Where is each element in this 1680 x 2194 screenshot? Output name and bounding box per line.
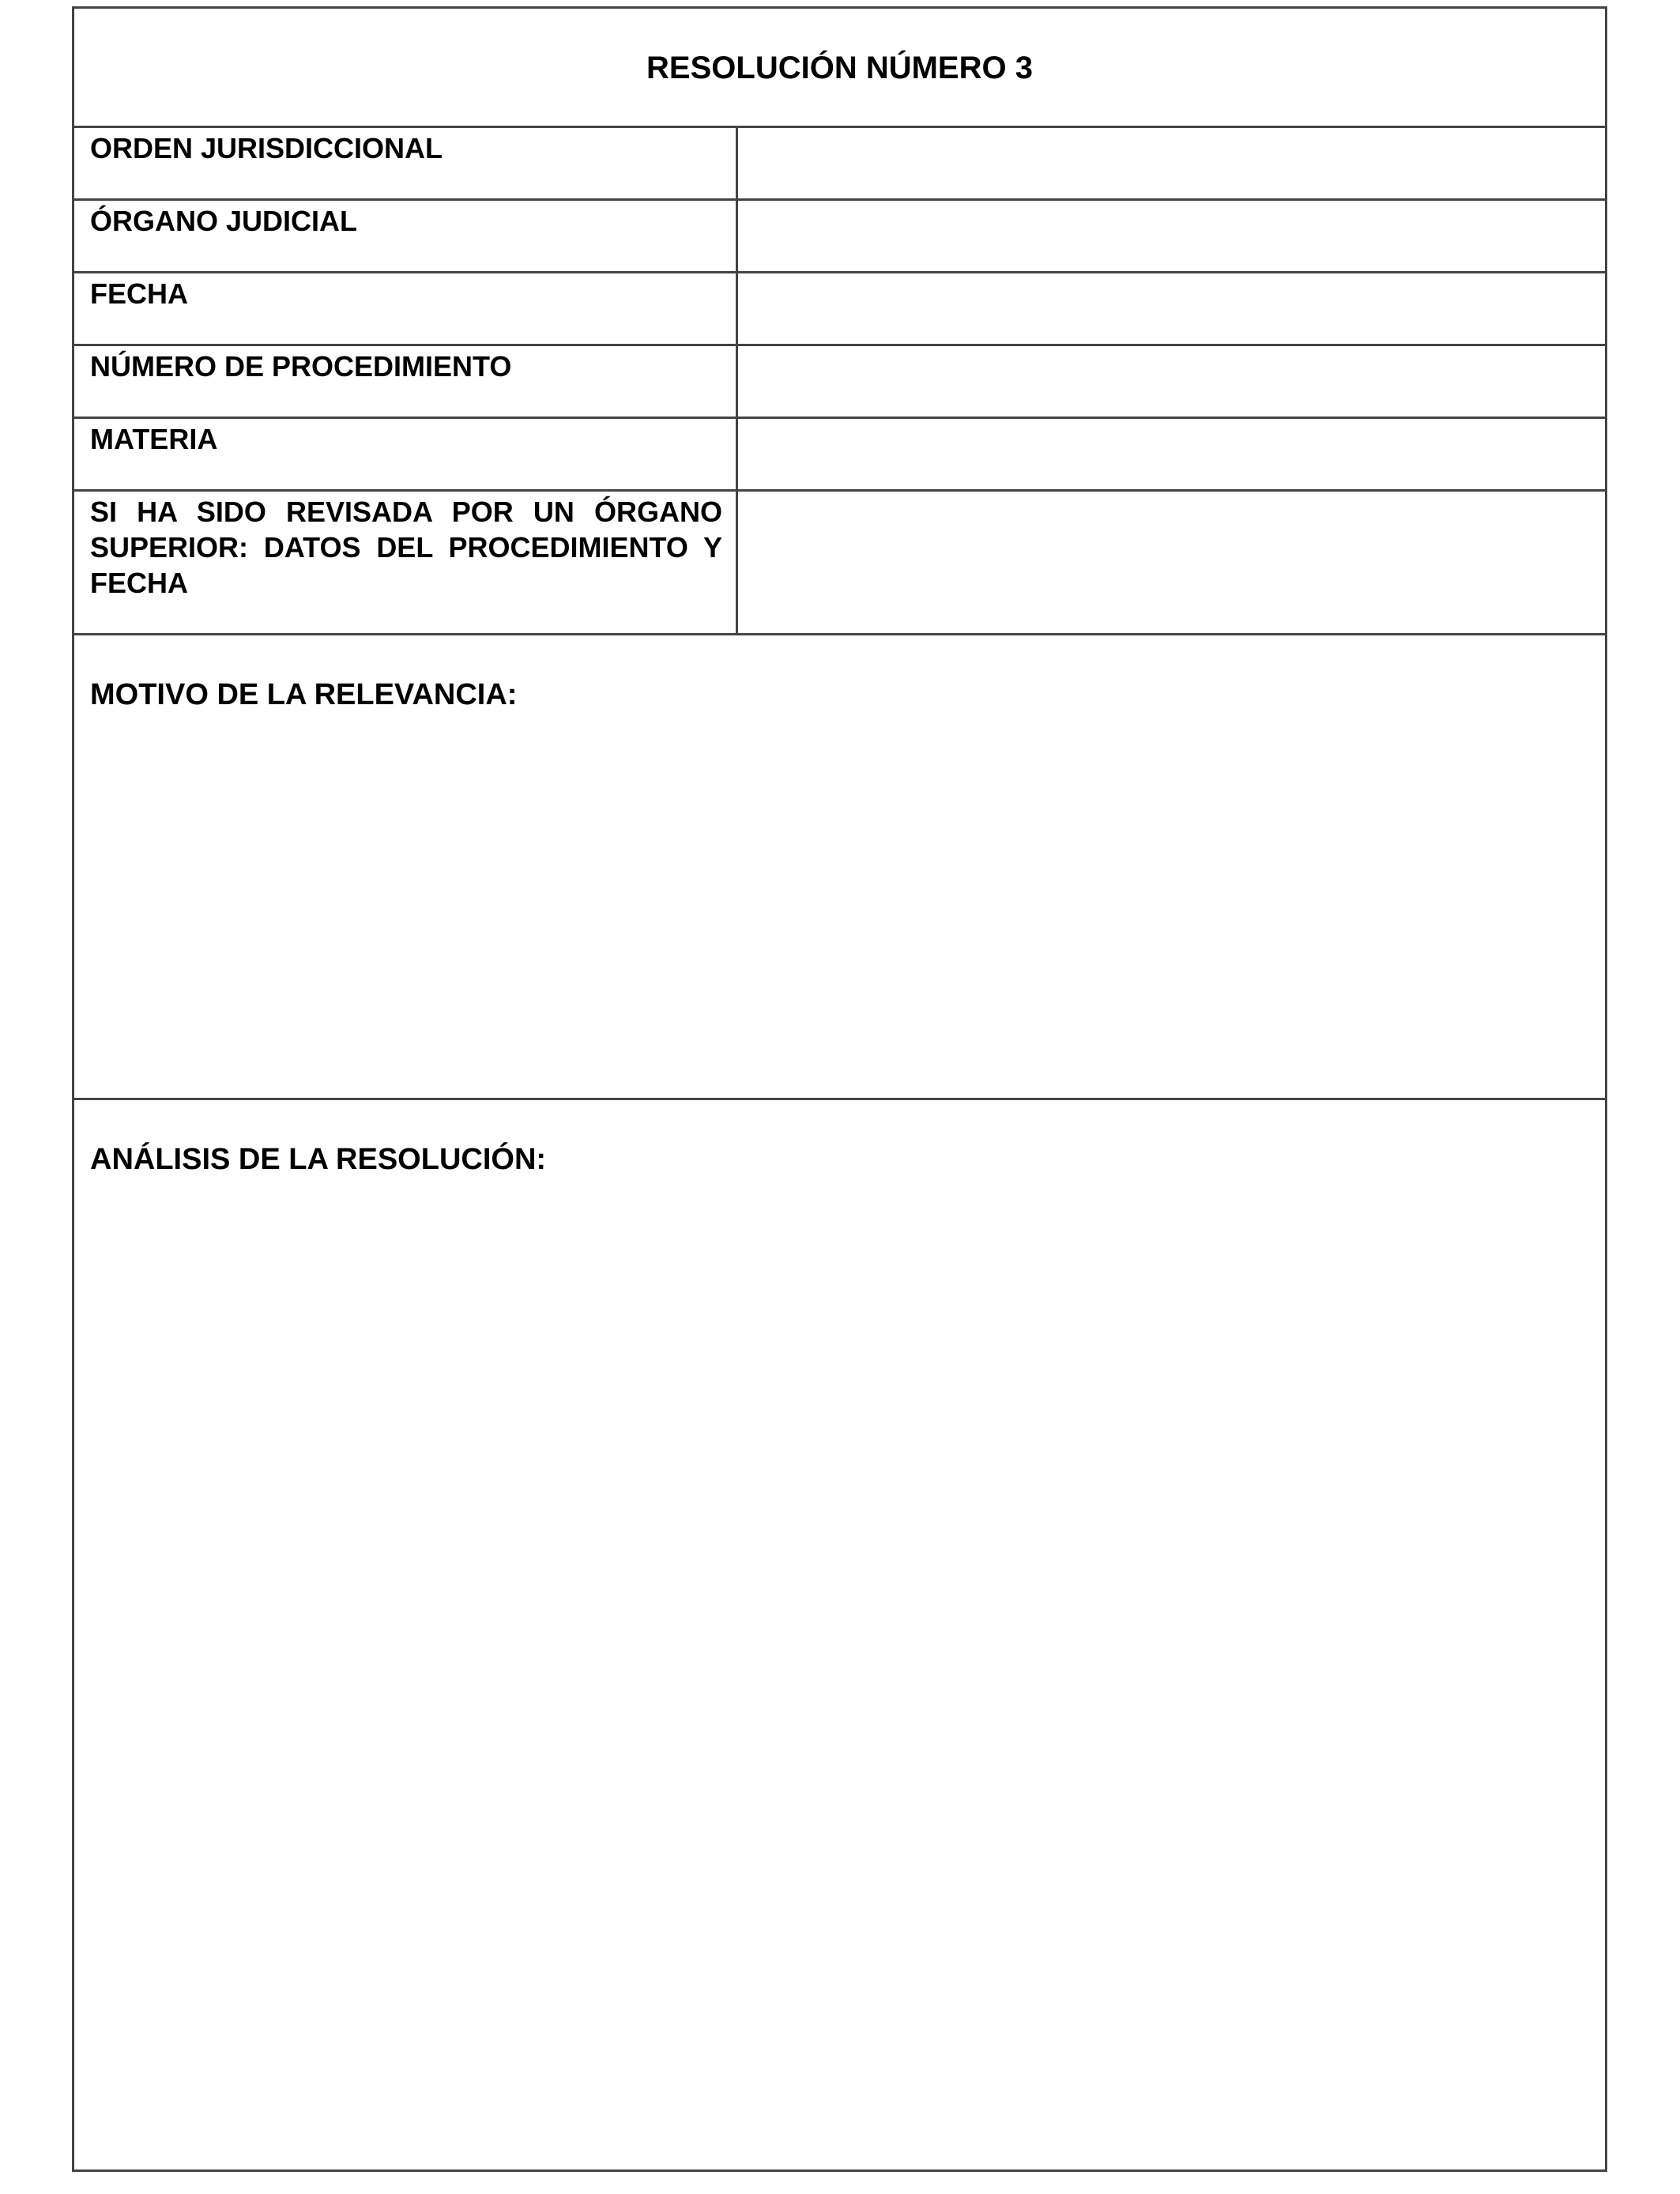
resolution-form xyxy=(72,6,1607,2172)
field-value-fecha[interactable] xyxy=(738,273,1605,344)
field-label-numero-procedimiento: NÚMERO DE PROCEDIMIENTO xyxy=(90,350,512,383)
field-label-fecha: FECHA xyxy=(90,277,188,310)
field-value-revision-superior[interactable] xyxy=(738,492,1605,633)
field-label-organo-judicial: ÓRGANO JUDICIAL xyxy=(90,205,358,237)
field-label-materia: MATERIA xyxy=(90,423,218,455)
form-title: RESOLUCIÓN NÚMERO 3 xyxy=(646,51,1033,85)
field-label-revision-superior: SI HA SIDO REVISADA POR UN ÓRGANO SUPERIOR: DATOS DEL PROCEDIMIENTO Y FECHA xyxy=(90,496,722,599)
field-value-organo-judicial[interactable] xyxy=(738,201,1605,271)
field-value-numero-procedimiento[interactable] xyxy=(738,346,1605,417)
field-value-orden-jurisdiccional[interactable] xyxy=(738,128,1605,198)
section-content-analisis-resolucion[interactable] xyxy=(90,1186,1589,2151)
section-label-analisis-resolucion: ANÁLISIS DE LA RESOLUCIÓN: xyxy=(90,1143,547,1176)
section-content-motivo-relevancia[interactable] xyxy=(90,720,1589,1084)
field-label-orden-jurisdiccional: ORDEN JURISDICCIONAL xyxy=(90,132,443,164)
row-divider xyxy=(74,633,1605,635)
field-value-materia[interactable] xyxy=(738,419,1605,489)
section-label-motivo-relevancia: MOTIVO DE LA RELEVANCIA: xyxy=(90,678,518,711)
row-divider xyxy=(74,1098,1605,1100)
